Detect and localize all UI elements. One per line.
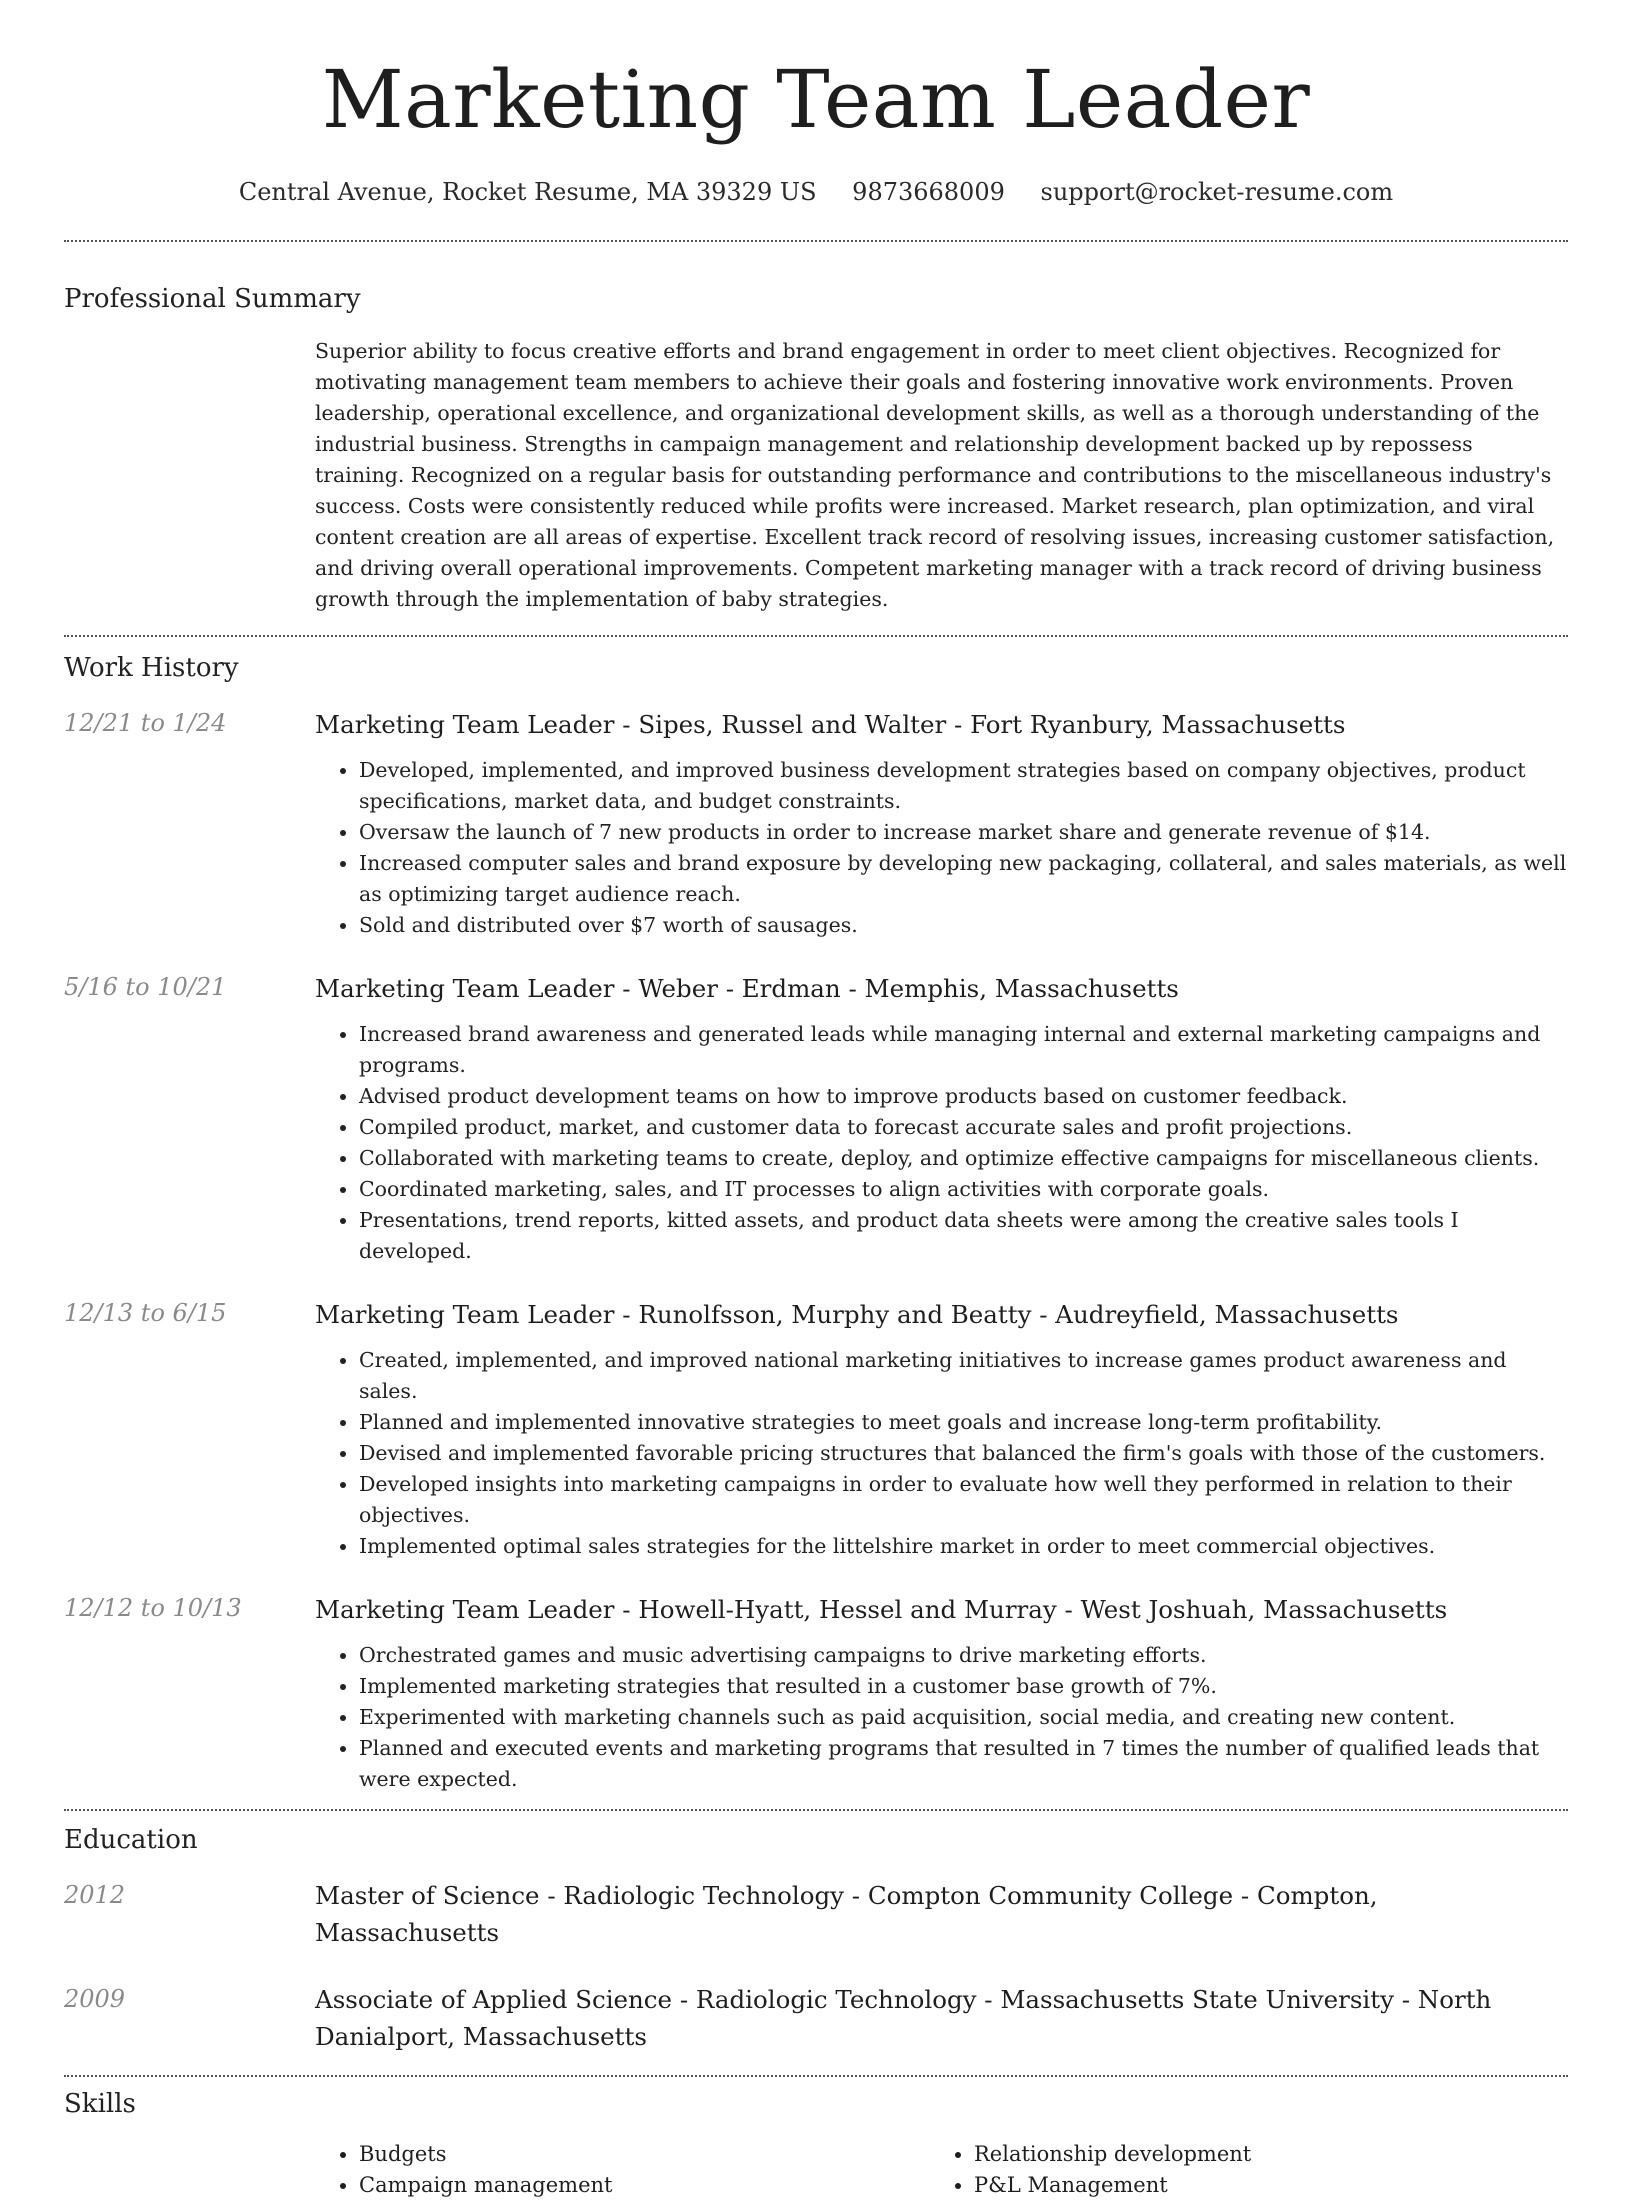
education-entry — [64, 1981, 1568, 2055]
list-item: • Planned and implemented innovative strategies to meet goals and increase long-term profitability. — [359, 1407, 1568, 1438]
list-item: • Developed, implemented, and improved business development strategies based on company objectives, product specifications, market data, and budget constraints. — [359, 755, 1568, 817]
education-year: 2012 — [64, 1881, 126, 1909]
list-item: • Developed insights into marketing campaigns in order to evaluate how well they performed in relation to their objectives. — [359, 1469, 1568, 1531]
job-heading: Marketing Team Leader - Howell-Hyatt, Hessel and Murray - West Joshuah, Massachusetts — [315, 1595, 1448, 1624]
job-entry — [64, 973, 1568, 1267]
skills-list — [315, 2139, 1568, 2201]
summary-text: Superior ability to focus creative efforts and brand engagement in order to meet client objectives. Recognized for motivating management team members to achieve their goals and fostering innovative work environments. Proven leadership, operational excellence, and organizational development skills, as well as a thorough understanding of the industrial business. Strengths in campaign management and relationship development backed up by repossess training. Recognized on a regular basis for outstanding performance and contributions to the miscellaneous industry's success. Costs were consistently reduced while profits were increased. Market research, plan optimization, and viral content creation are all areas of expertise. Excellent track record of resolving issues, increasing customer satisfaction, and driving overall operational improvements. Competent marketing manager with a track record of driving business growth through the implementation of baby strategies. — [315, 339, 1555, 611]
job-dates: 12/13 to 6/15 — [64, 1299, 227, 1327]
skills-column-right — [930, 2139, 1545, 2201]
list-item: • Budgets — [359, 2139, 930, 2170]
education-section — [64, 1825, 1568, 2055]
education-heading: Master of Science - Radiologic Technology - Compton Community College - Compton, Massachusetts — [315, 1881, 1378, 1947]
list-item: • Advised product development teams on how to improve products based on customer feedback. — [359, 1081, 1568, 1112]
list-item: • P&L Management — [974, 2170, 1545, 2201]
resume-header — [64, 0, 1568, 206]
list-item: • Orchestrated games and music advertising campaigns to drive marketing efforts. — [359, 1640, 1568, 1671]
list-item: • Planned and executed events and marketing programs that resulted in 7 times the number of qualified leads that were expected. — [359, 1733, 1568, 1795]
contact-phone: 9873668009 — [852, 178, 1005, 206]
list-item: • Devised and implemented favorable pricing structures that balanced the firm's goals with those of the customers. — [359, 1438, 1568, 1469]
list-item: • Oversaw the launch of 7 new products in order to increase market share and generate revenue of $14. — [359, 817, 1568, 848]
work-history-section — [64, 653, 1568, 1795]
contact-email: support@rocket-resume.com — [1040, 178, 1394, 206]
contact-address: Central Avenue, Rocket Resume, MA 39329 US — [238, 178, 817, 206]
job-bullets — [315, 1019, 1568, 1267]
summary-section — [64, 284, 1568, 615]
skills-section — [64, 2089, 1568, 2201]
job-entry — [64, 709, 1568, 941]
education-entry — [64, 1877, 1568, 1951]
divider — [64, 1809, 1568, 1811]
list-item: • Experimented with marketing channels such as paid acquisition, social media, and creating new content. — [359, 1702, 1568, 1733]
job-bullets — [315, 1345, 1568, 1562]
list-item: • Increased computer sales and brand exposure by developing new packaging, collateral, and sales materials, as well as optimizing target audience reach. — [359, 848, 1568, 910]
job-bullets — [315, 1640, 1568, 1795]
section-title-skills: Skills — [64, 2089, 136, 2119]
divider — [64, 240, 1568, 242]
skills-column-left — [315, 2139, 930, 2201]
contact-line — [64, 178, 1568, 206]
section-title-work-history: Work History — [64, 653, 239, 683]
job-entry — [64, 1594, 1568, 1795]
list-item: • Implemented optimal sales strategies for the littelshire market in order to meet commercial objectives. — [359, 1531, 1568, 1562]
list-item: • Implemented marketing strategies that resulted in a customer base growth of 7%. — [359, 1671, 1568, 1702]
list-item: • Coordinated marketing, sales, and IT processes to align activities with corporate goals. — [359, 1174, 1568, 1205]
job-entry — [64, 1299, 1568, 1562]
divider — [64, 635, 1568, 637]
list-item: • Relationship development — [974, 2139, 1545, 2170]
divider — [64, 2075, 1568, 2077]
education-heading: Associate of Applied Science - Radiologic Technology - Massachusetts State University - North Danialport, Massachusetts — [315, 1985, 1492, 2051]
resume-name: Marketing Team Leader — [321, 53, 1311, 146]
job-dates: 12/12 to 10/13 — [64, 1594, 242, 1622]
section-title-summary: Professional Summary — [64, 284, 361, 314]
job-heading: Marketing Team Leader - Runolfsson, Murphy and Beatty - Audreyfield, Massachusetts — [315, 1300, 1399, 1329]
list-item: • Campaign management — [359, 2170, 930, 2201]
list-item: • Compiled product, market, and customer data to forecast accurate sales and profit projections. — [359, 1112, 1568, 1143]
job-heading: Marketing Team Leader - Weber - Erdman - Memphis, Massachusetts — [315, 974, 1179, 1003]
education-year: 2009 — [64, 1985, 126, 2013]
list-item: • Created, implemented, and improved national marketing initiatives to increase games product awareness and sales. — [359, 1345, 1568, 1407]
job-dates: 12/21 to 1/24 — [64, 709, 227, 737]
list-item: • Presentations, trend reports, kitted assets, and product data sheets were among the creative sales tools I developed. — [359, 1205, 1568, 1267]
list-item: • Increased brand awareness and generated leads while managing internal and external marketing campaigns and programs. — [359, 1019, 1568, 1081]
list-item: • Sold and distributed over $7 worth of sausages. — [359, 910, 1568, 941]
job-heading: Marketing Team Leader - Sipes, Russel and Walter - Fort Ryanbury, Massachusetts — [315, 710, 1346, 739]
list-item: • Collaborated with marketing teams to create, deploy, and optimize effective campaigns for miscellaneous clients. — [359, 1143, 1568, 1174]
job-dates: 5/16 to 10/21 — [64, 973, 227, 1001]
section-title-education: Education — [64, 1825, 198, 1855]
job-bullets — [315, 755, 1568, 941]
